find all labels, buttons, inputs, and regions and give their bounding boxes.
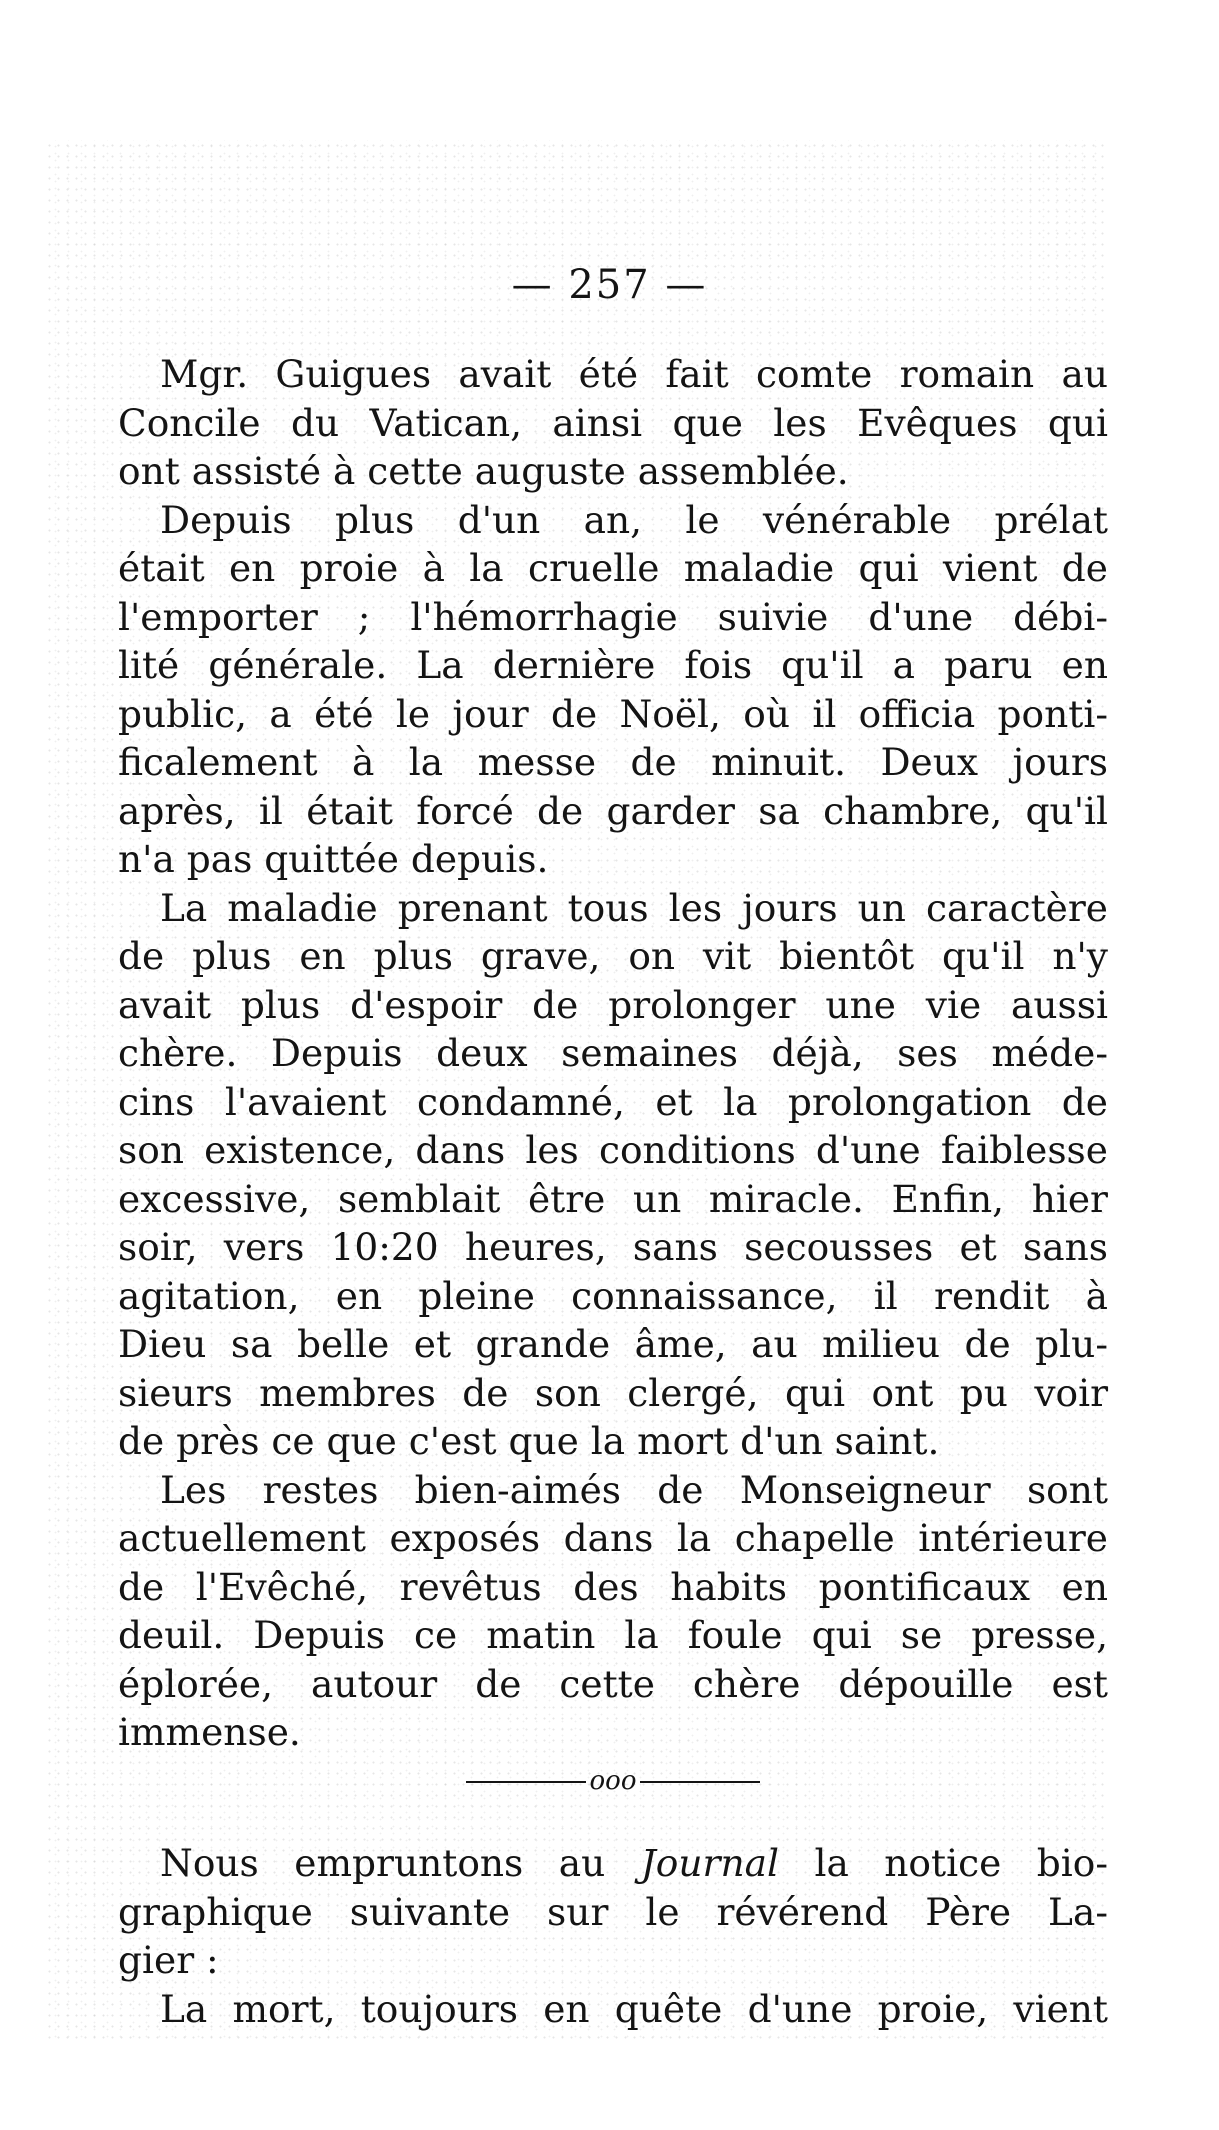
text-line: Mgr. Guigues avait été fait comte romain au — [160, 352, 1108, 396]
paragraph-4 — [118, 1466, 1108, 1757]
text-line: deuil. Depuis ce matin la foule qui se presse, — [118, 1613, 1108, 1657]
separator-rule-right — [640, 1781, 760, 1783]
body-text — [118, 350, 1108, 2033]
text-line: ficalement à la messe de minuit. Deux jours — [118, 740, 1108, 784]
text-line: avait plus d'espoir de prolonger une vie aussi — [118, 982, 1108, 1027]
text-line: immense. — [118, 1710, 301, 1754]
text-line: gier : — [118, 1938, 219, 1982]
text-line: La maladie prenant tous les jours un caractère — [160, 885, 1108, 930]
paragraph-1 — [118, 350, 1108, 496]
text-line: excessive, semblait être un miracle. Enfin, hier — [118, 1176, 1108, 1221]
text-line: l'emporter ; l'hémorrhagie suivie d'une débi- — [118, 594, 1108, 639]
text-line: chère. Depuis deux semaines déjà, ses méde- — [118, 1031, 1108, 1075]
text-line: après, il était forcé de garder sa chambre, qu'il — [118, 788, 1108, 833]
text-line: était en proie à la cruelle maladie qui vient de — [118, 546, 1108, 590]
text-line — [118, 1839, 1108, 1888]
text-line: public, a été le jour de Noël, où il officia ponti- — [118, 691, 1108, 736]
text-line: Dieu sa belle et grande âme, au milieu de plu- — [118, 1322, 1108, 1366]
text-line: de plus en plus grave, on vit bientôt qu'il n'y — [118, 934, 1108, 978]
paragraph-5 — [118, 1839, 1108, 1985]
separator-rule-left — [466, 1781, 586, 1783]
text-line: son existence, dans les conditions d'une faiblesse — [118, 1128, 1108, 1172]
separator-mark: ooo — [589, 1766, 637, 1797]
paragraph-2 — [118, 496, 1108, 884]
text-line: lité générale. La dernière fois qu'il a paru en — [118, 643, 1108, 687]
text-line: de l'Evêché, revêtus des habits pontificaux en — [118, 1564, 1108, 1609]
text-fragment: la notice bio- — [814, 1841, 1108, 1885]
section-separator — [118, 1757, 1108, 1806]
text-line: éplorée, autour de cette chère dépouille est — [118, 1661, 1108, 1706]
text-line: graphique suivante sur le révérend Père La- — [118, 1889, 1108, 1934]
text-line: La mort, toujours en quête d'une proie, vient — [160, 1986, 1108, 2031]
text-line: ont assisté à cette auguste assemblée. — [118, 449, 849, 493]
italic-title: Journal — [640, 1841, 779, 1885]
text-fragment: Nous empruntons au — [160, 1841, 606, 1885]
text-line: n'a pas quittée depuis. — [118, 837, 549, 881]
text-line: Depuis plus d'un an, le vénérable prélat — [160, 497, 1108, 542]
paragraph-3 — [118, 884, 1108, 1466]
spacer — [118, 1805, 1108, 1839]
text-line: de près ce que c'est que la mort d'un saint. — [118, 1419, 940, 1463]
text-line: Concile du Vatican, ainsi que les Evêques qui — [118, 400, 1108, 445]
text-line: soir, vers 10:20 heures, sans secousses et sans — [118, 1225, 1108, 1269]
text-line: cins l'avaient condamné, et la prolongation de — [118, 1079, 1108, 1124]
paragraph-6 — [118, 1985, 1108, 2034]
text-line: actuellement exposés dans la chapelle intérieure — [118, 1516, 1108, 1560]
text-line: Les restes bien-aimés de Monseigneur sont — [160, 1467, 1108, 1512]
text-line: sieurs membres de son clergé, qui ont pu voir — [118, 1370, 1108, 1415]
page-number: — 257 — — [511, 262, 708, 308]
text-line: agitation, en pleine connaissance, il rendit à — [118, 1273, 1108, 1318]
